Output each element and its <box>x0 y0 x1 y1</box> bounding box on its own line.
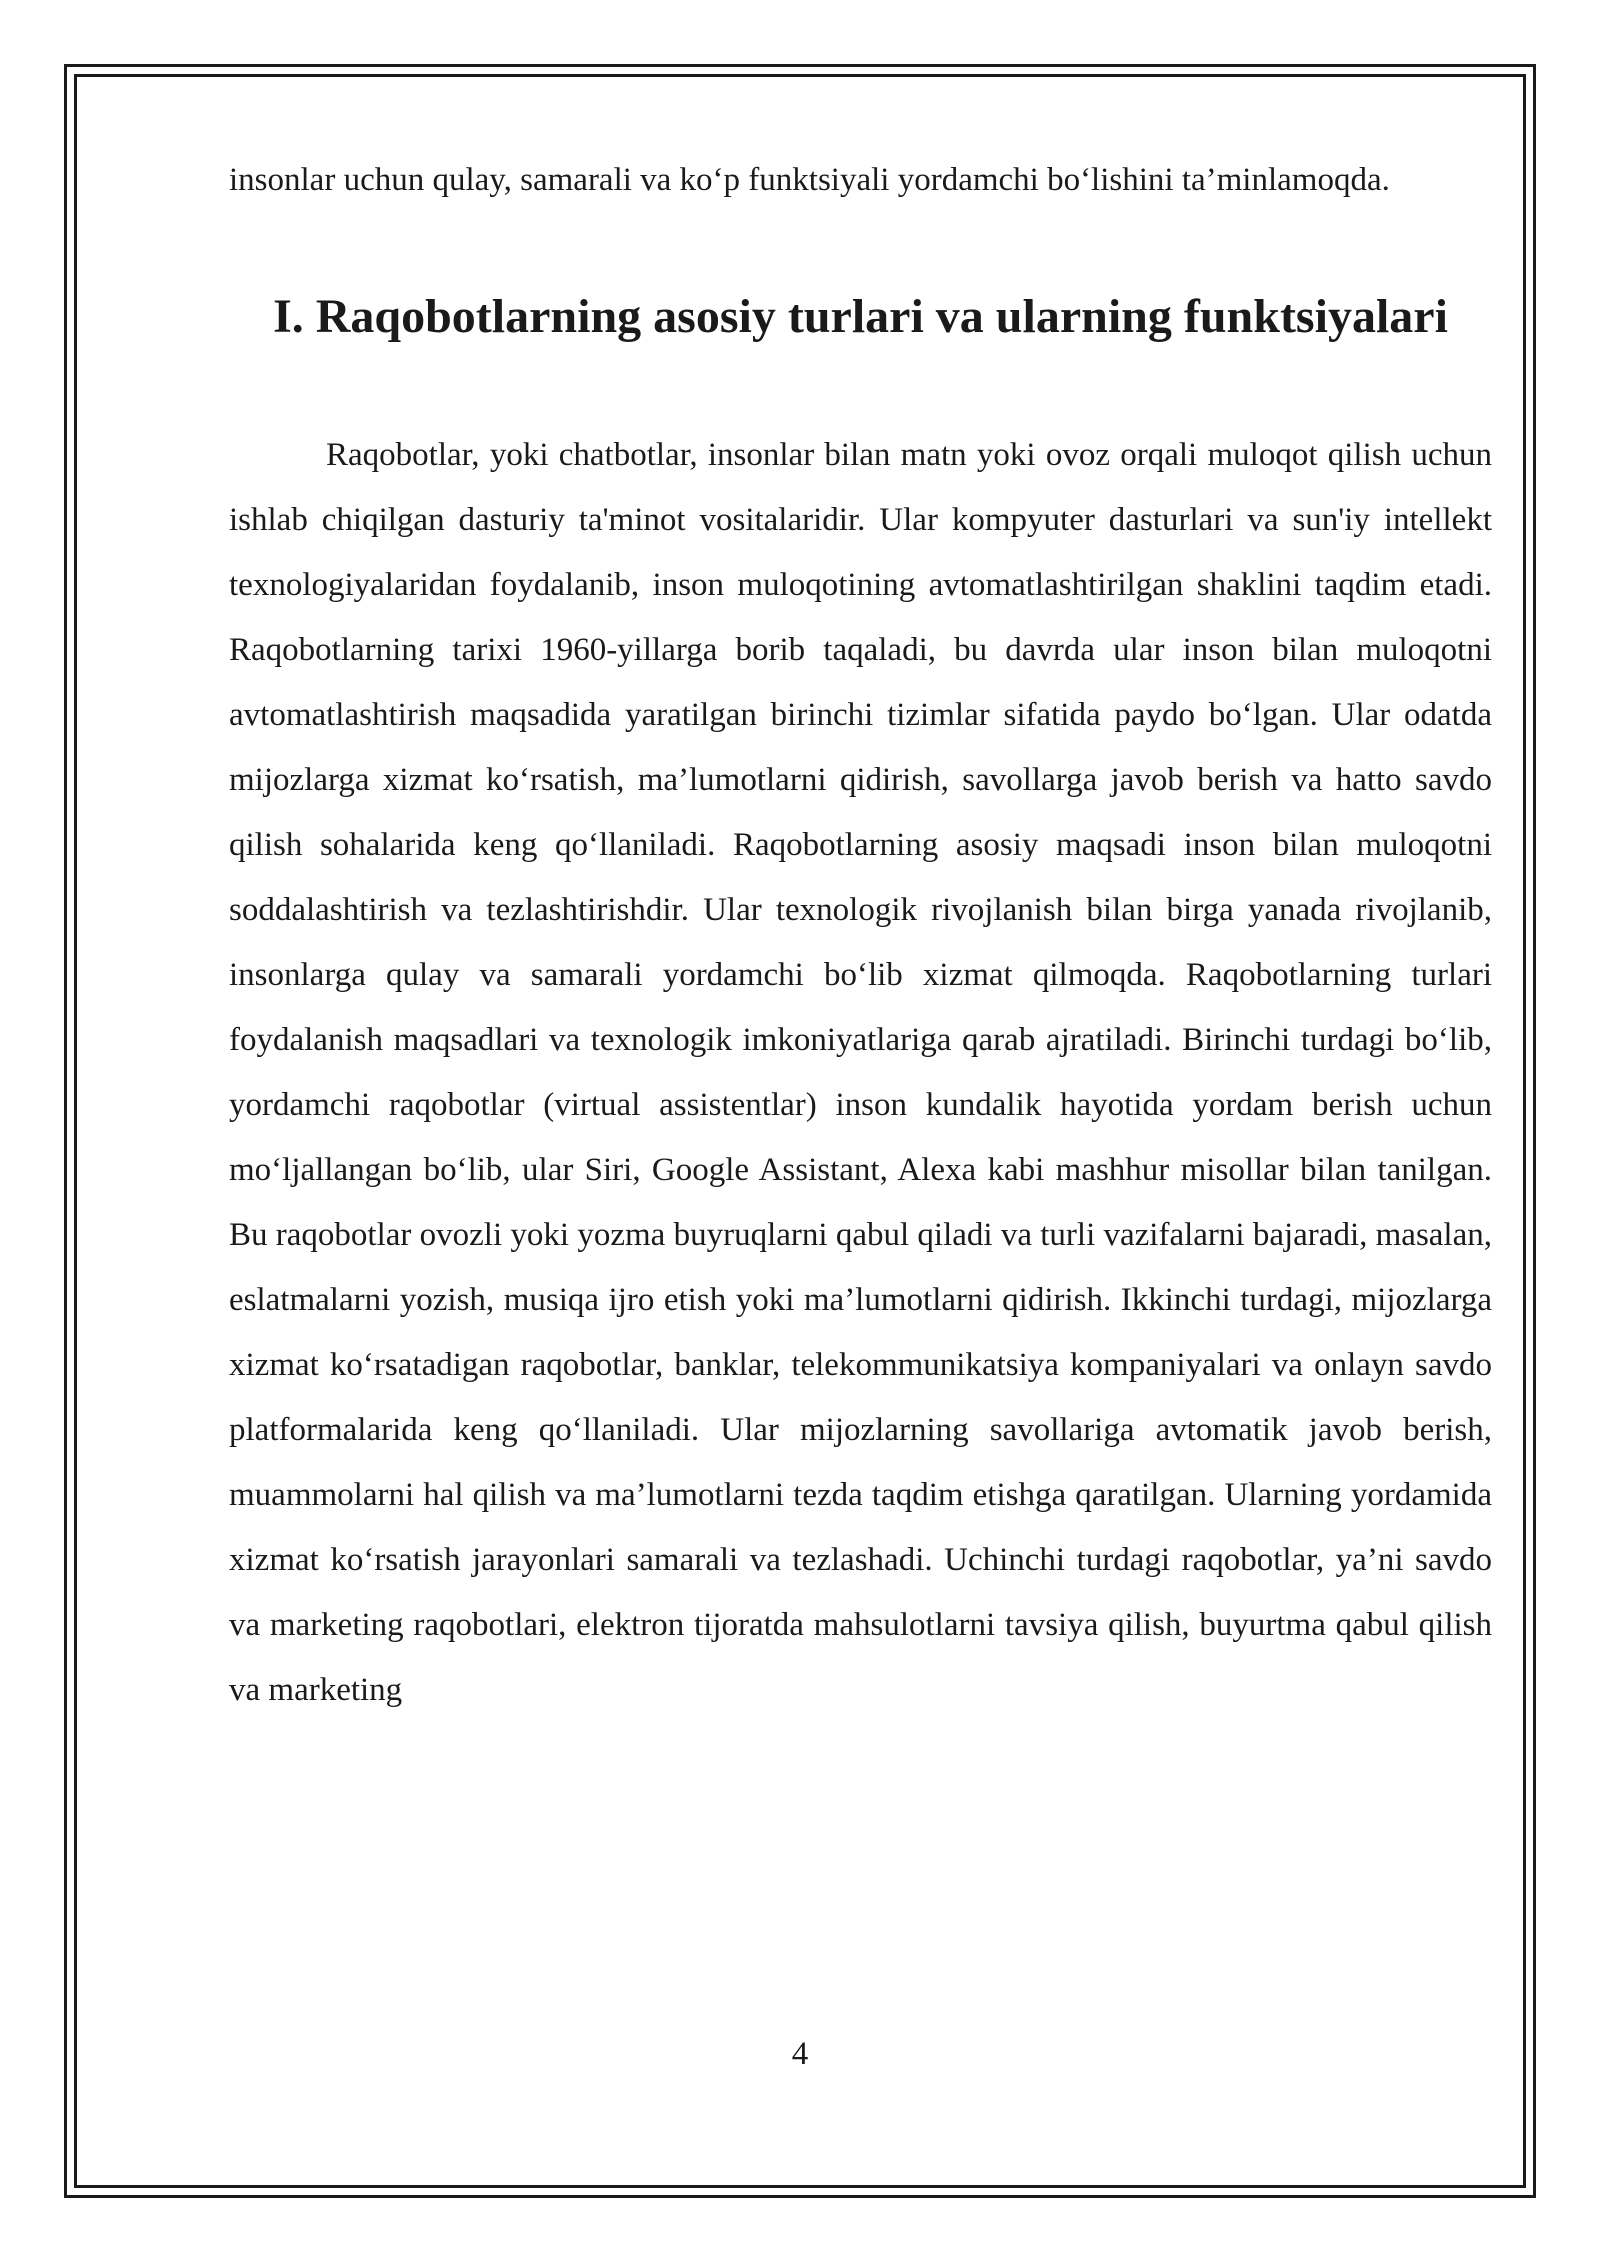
intro-paragraph: insonlar uchun qulay, samarali va ko‘p funktsiyali yordamchi bo‘lishini ta’minlamoqda. <box>229 162 1390 198</box>
page-number: 4 <box>791 2036 809 2072</box>
body-paragraph: Raqobotlar, yoki chatbotlar, insonlar bilan matn yoki ovoz orqali muloqot qilish uchun ishlab chiqilgan dasturiy ta'minot vositalaridir. Ular kompyuter dasturlari va sun'iy intellekt texnologiyalaridan foydalanib, inson muloqotining avtomatlashtirilgan shaklini taqdim etadi. Raqobotlarning tarixi 1960-yillarga borib taqaladi, bu davrda ular inson bilan muloqotni avtomatlashtirish maqsadida yaratilgan birinchi tizimlar sifatida paydo bo‘lgan. Ular odatda mijozlarga xizmat ko‘rsatish, ma’lumotlarni qidirish, savollarga javob berish va hatto savdo qilish sohalarida keng qo‘llaniladi. Raqobotlarning asosiy maqsadi inson bilan muloqotni soddalashtirish va tezlashtirishdir. Ular texnologik rivojlanish bilan birga yanada rivojlanib, insonlarga qulay va samarali yordamchi bo‘lib xizmat qilmoqda. Raqobotlarning turlari foydalanish maqsadlari va texnologik imkoniyatlariga qarab ajratiladi. Birinchi turdagi bo‘lib, yordamchi raqobotlar (virtual assistentlar) inson kundalik hayotida yordam berish uchun mo‘ljallangan bo‘lib, ular Siri, Google Assistant, Alexa kabi mashhur misollar bilan tanilgan. Bu raqobotlar ovozli yoki yozma buyruqlarni qabul qiladi va turli vazifalarni bajaradi, masalan, eslatmalarni yozish, musiqa ijro etish yoki ma’lumotlarni qidirish. Ikkinchi turdagi, mijozlarga xizmat ko‘rsatadigan raqobotlar, banklar, telekommunikatsiya kompaniyalari va onlayn savdo platformalarida keng qo‘llaniladi. Ular mijozlarning savollariga avtomatik javob berish, muammolarni hal qilish va ma’lumotlarni tezda taqdim etishga qaratilgan. Ularning yordamida xizmat ko‘rsatish jarayonlari samarali va tezlashadi. Uchinchi turdagi raqobotlar, ya’ni savdo va marketing raqobotlari, elektron tijoratda mahsulotlarni tavsiya qilish, buyurtma qabul qilish va marketing <box>229 437 1492 1708</box>
page-content <box>229 148 1492 1723</box>
section-heading: I. Raqobotlarning asosiy turlari va ularning funktsiyalari <box>273 290 1448 343</box>
